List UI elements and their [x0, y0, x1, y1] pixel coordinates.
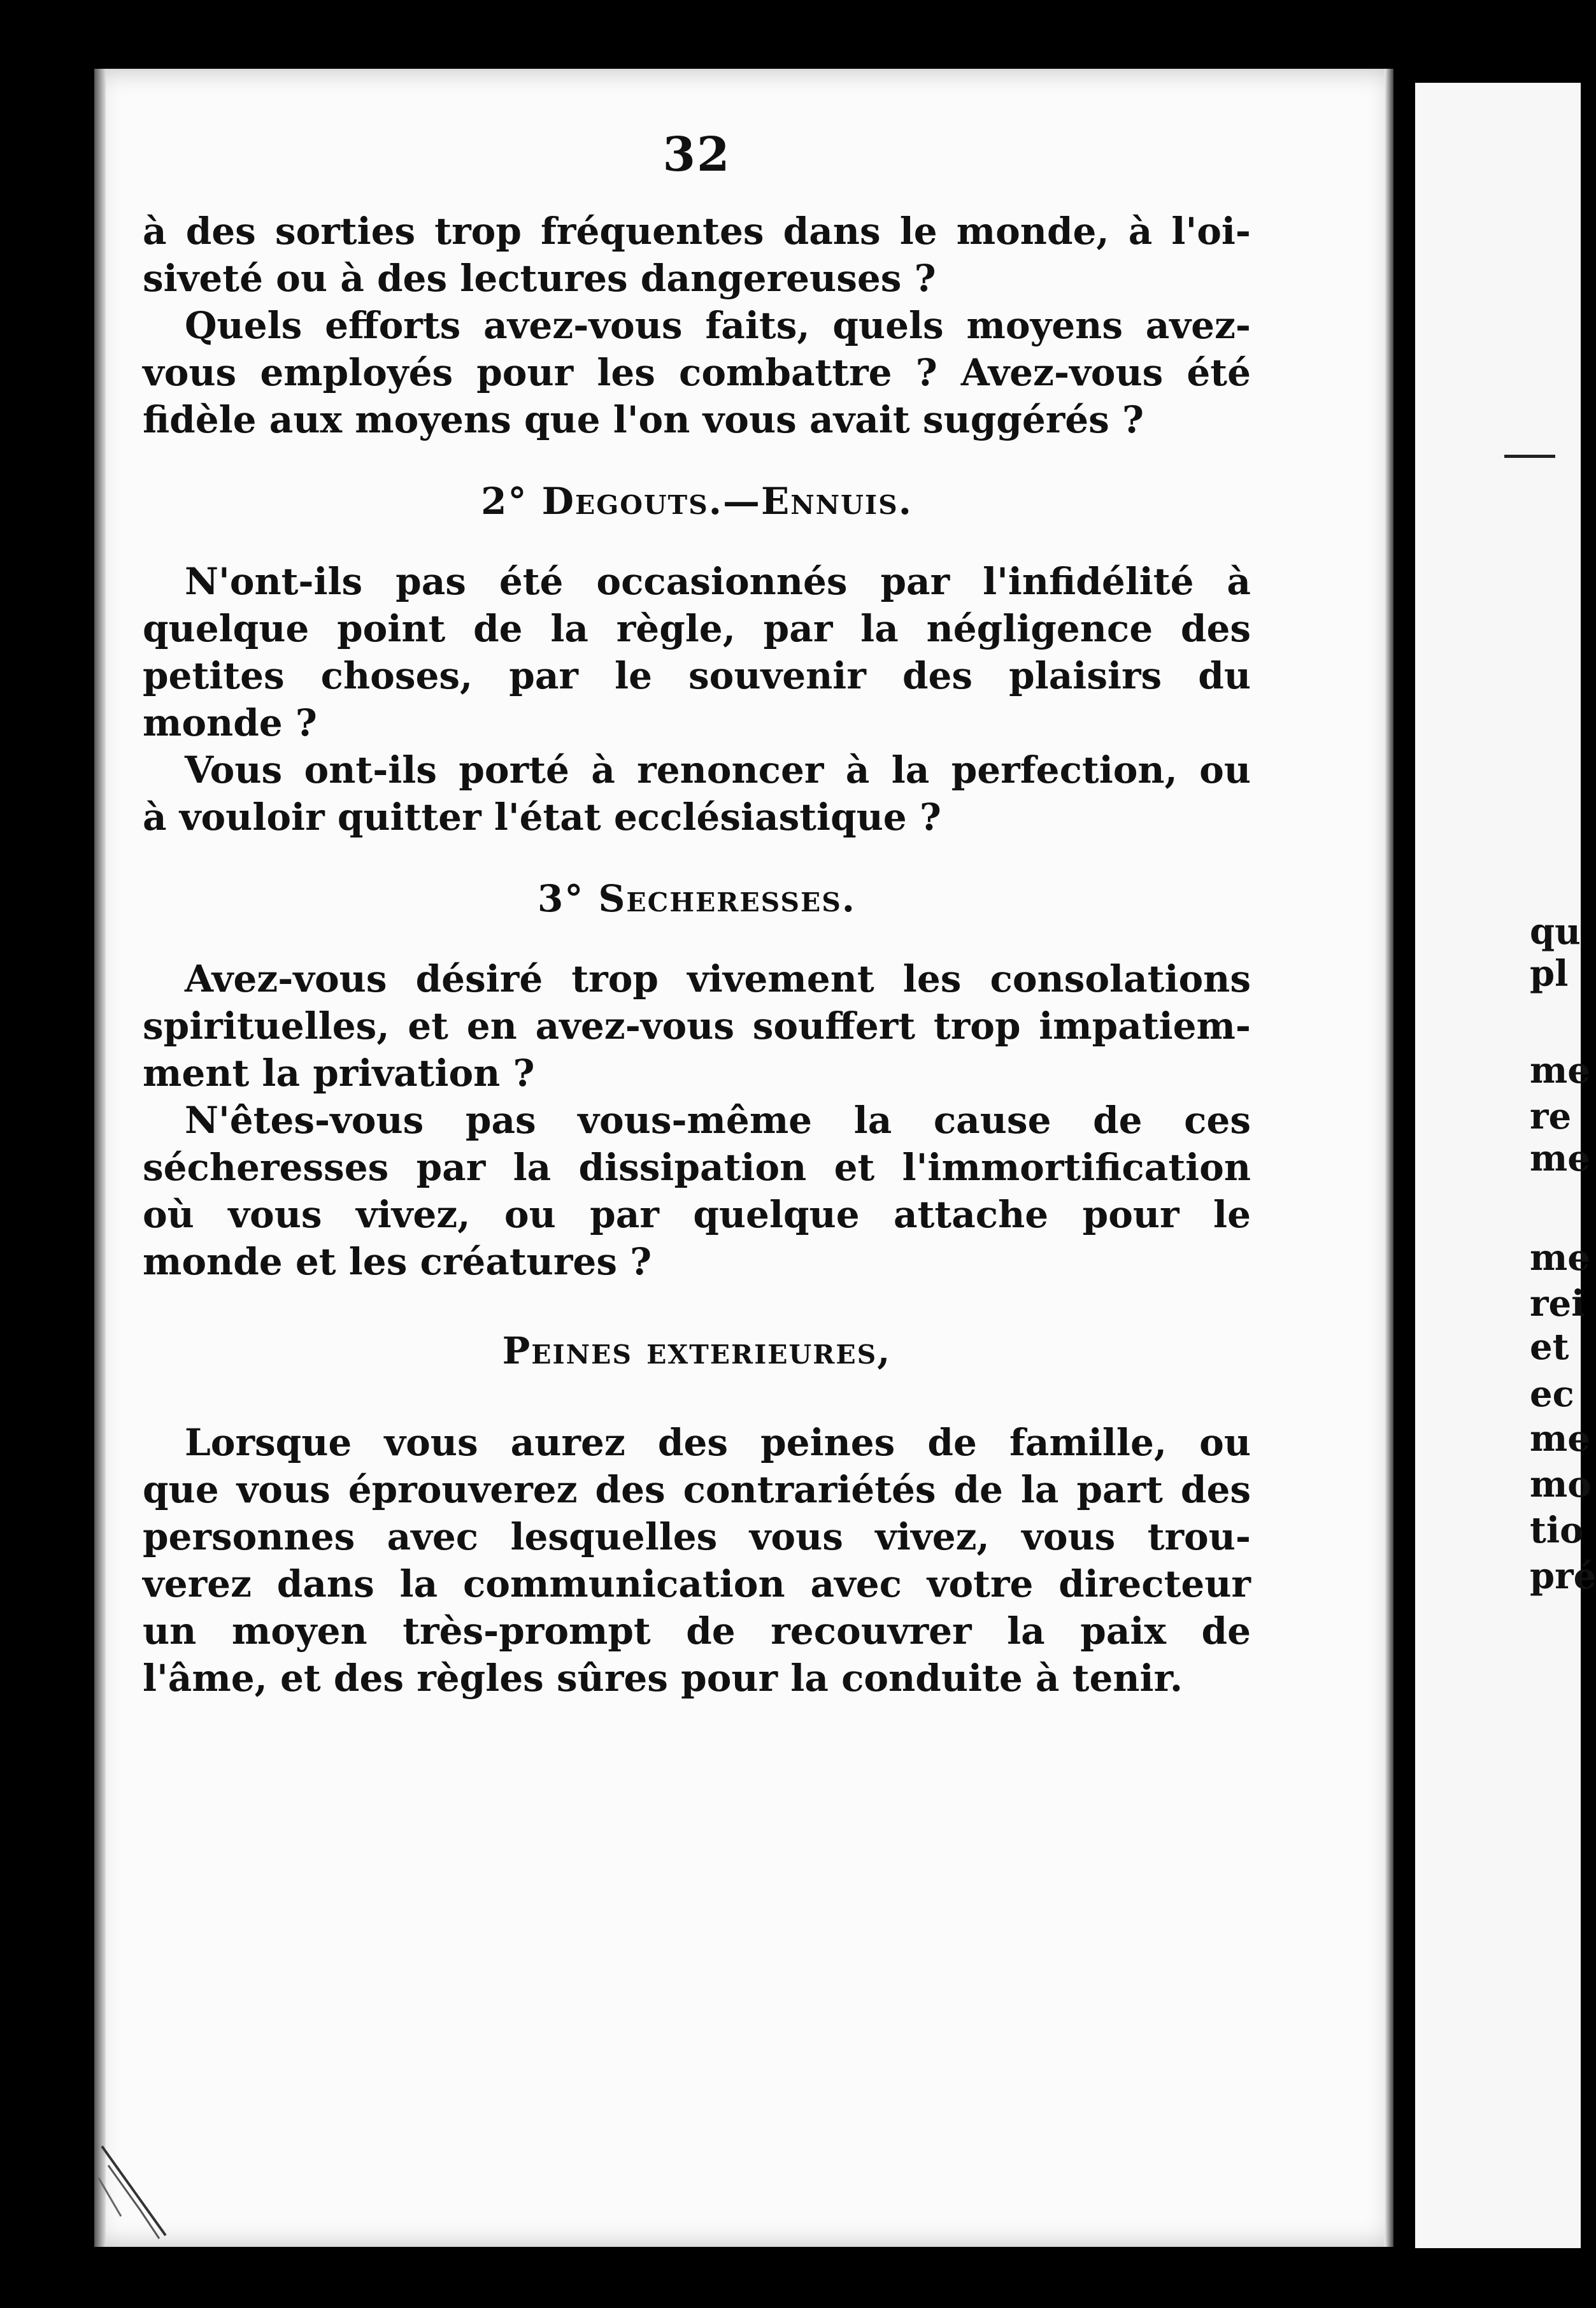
facing-page-dash: [1504, 455, 1555, 458]
text-line: monde ?: [143, 701, 317, 744]
section-heading: 3° Secheresses.: [538, 877, 856, 920]
paragraph: [143, 955, 1251, 1097]
facing-page-fragment: me: [1530, 1137, 1590, 1179]
facing-page-fragment: me: [1530, 1050, 1590, 1092]
page-gutter-shadow: [1385, 69, 1393, 2247]
text-line: ment la privation ?: [143, 1051, 535, 1095]
facing-page-fragment: pl: [1530, 953, 1569, 995]
facing-page-fragment: pré: [1530, 1555, 1596, 1597]
text-line: Lorsque vous aurez des peines de famille, ou: [185, 1421, 1251, 1464]
facing-page-fragment: qu: [1530, 911, 1581, 953]
facing-page-fragment: me: [1530, 1237, 1590, 1279]
text-line: N'ont-ils pas été occasionnés par l'infidélité à: [185, 560, 1251, 603]
section-heading: 2° Degouts.—Ennuis.: [481, 480, 913, 523]
text-line: petites choses, par le souvenir des plaisirs du: [143, 654, 1251, 697]
text-line: l'âme, et des règles sûres pour la conduite à tenir.: [143, 1656, 1183, 1700]
facing-page-fragment: mo: [1530, 1464, 1592, 1506]
facing-page-edge: [1415, 83, 1596, 2248]
paragraph: [143, 302, 1251, 443]
text-line: Quels efforts avez-vous faits, quels moyens avez-: [185, 304, 1251, 347]
paragraph: [143, 746, 1251, 841]
facing-page-fragment: ec: [1530, 1373, 1574, 1415]
text-line: monde et les créatures ?: [143, 1240, 652, 1283]
text-line: siveté ou à des lectures dangereuses ?: [143, 257, 936, 300]
text-line: que vous éprouverez des contrariétés de la part des: [143, 1468, 1251, 1511]
facing-page-fragment: rei: [1530, 1283, 1585, 1325]
paragraph: [143, 208, 1251, 302]
text-line: à des sorties trop fréquentes dans le monde, à l'oi-: [143, 210, 1251, 253]
paragraph: [143, 1419, 1251, 1702]
facing-page-fragment: me: [1530, 1418, 1590, 1460]
section-heading: Peines exterieures,: [502, 1329, 892, 1372]
page-edge-shadow: [94, 69, 106, 2247]
text-line: spirituelles, et en avez-vous souffert trop impatiem-: [143, 1004, 1251, 1048]
facing-page-fragment: et: [1530, 1326, 1569, 1368]
paragraph: [143, 1097, 1251, 1285]
paragraph: [143, 558, 1251, 746]
text-line: où vous vivez, ou par quelque attache pour le: [143, 1193, 1251, 1236]
text-line: sécheresses par la dissipation et l'immortification: [143, 1146, 1251, 1189]
text-line: quelque point de la règle, par la négligence des: [143, 607, 1251, 650]
page-number: 32: [662, 127, 731, 182]
page-corner-tear: [96, 2140, 172, 2242]
text-line: un moyen très-prompt de recouvrer la paix de: [143, 1609, 1251, 1653]
text-line: Avez-vous désiré trop vivement les consolations: [185, 957, 1251, 1001]
text-line: fidèle aux moyens que l'on vous avait suggérés ?: [143, 398, 1144, 441]
text-line: vous employés pour les combattre ? Avez-vous été: [143, 351, 1251, 394]
text-line: N'êtes-vous pas vous-même la cause de ces: [185, 1099, 1251, 1142]
facing-page-fragment: tio: [1530, 1509, 1584, 1551]
text-line: personnes avec lesquelles vous vivez, vous trou-: [143, 1515, 1251, 1558]
text-line: à vouloir quitter l'état ecclésiastique ?: [143, 795, 941, 839]
text-line: Vous ont-ils porté à renoncer à la perfection, ou: [185, 748, 1251, 792]
page-text: [143, 127, 1251, 1702]
facing-page-fragment: re: [1530, 1095, 1572, 1137]
text-line: verez dans la communication avec votre directeur: [143, 1562, 1251, 1606]
